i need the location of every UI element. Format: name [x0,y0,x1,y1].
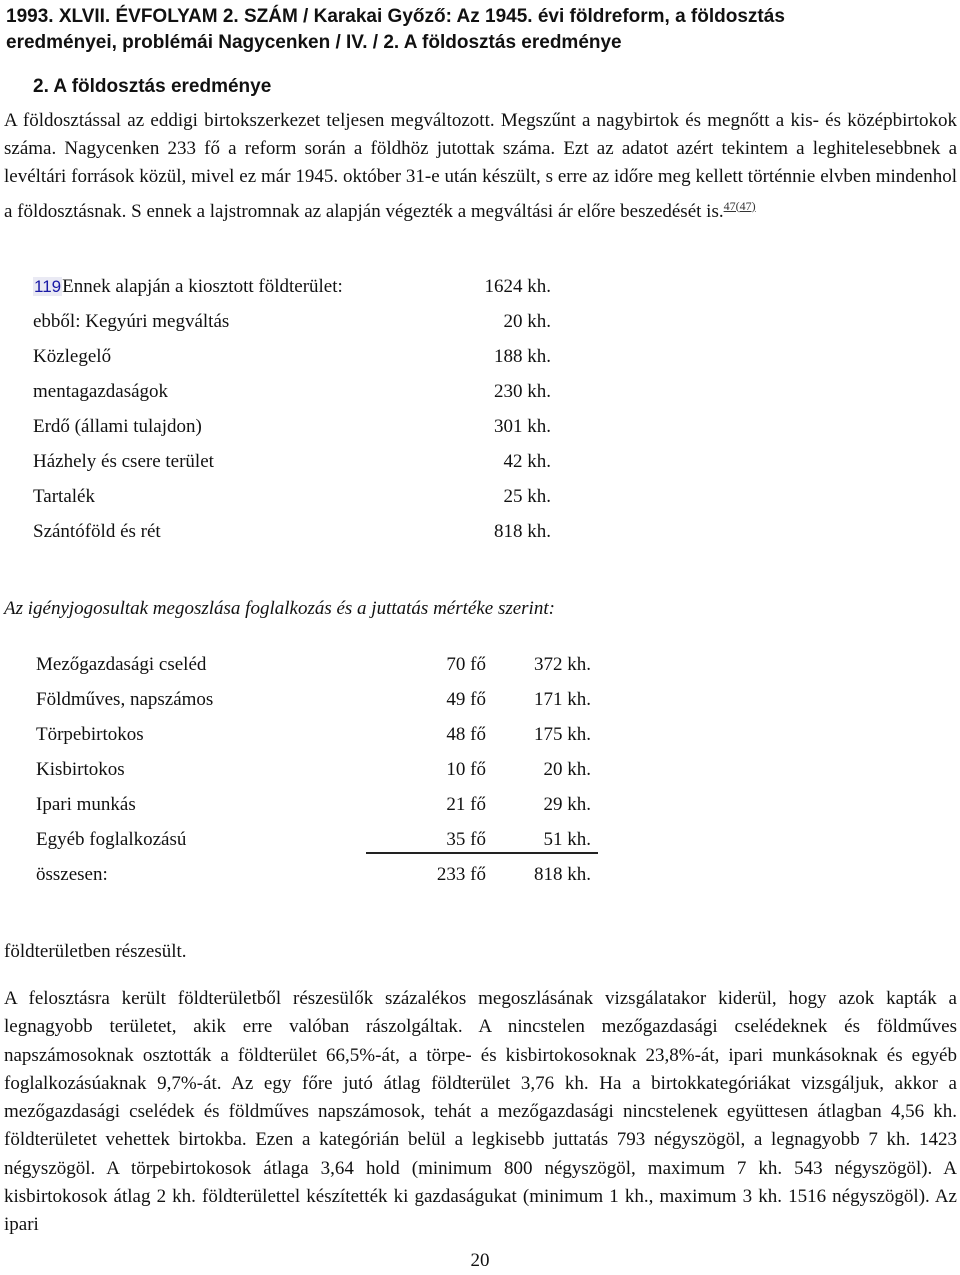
row-value: 20 kh. [543,759,591,780]
after-table-text: földterületben részesült. [4,941,187,962]
row-value: 301 kh. [494,416,551,437]
row-label: mentagazdaságok [33,381,169,402]
row-value: 175 kh. [534,724,591,745]
row-value: 51 kh. [543,829,591,850]
row-value: 25 kh. [503,486,551,507]
body-paragraph: A felosztásra került földterületből részesülők százalékos megoszlásának vizsgálatakor kiderül, hogy azok kapták a legnagyobb területet, akik erre valóban rászolgáltak. A nincstelen mezőgazdasági cselédeknek és földműves napszámosoknak osztották a földterület 66,5%-át, a törpe- és kisbirtokosoknak 23,8%-át, ipari munkásoknak és egyéb foglalkozásúaknak 9,7%-át. Az egy főre jutó átlag földterület 3,76 kh. Ha a birtokkategóriákat vizsgáljuk, akkor a mezőgazdasági cselédek és földműves napszámosok, tehát a mezőgazdasági nincstelenek együttesen átlagban 4,56 kh. földterületet vehettek birtokba. Ezen a kategórián belül a legkisebb juttatás 793 négyszögöl, a legnagyobb 7 kh. 1423 négyszögöl. A törpebirtokosok átlaga 3,64 hold (minimum 800 négyszögöl, maximum 7 kh. 543 négyszögöl). A kisbirtokosok átlag 2 kh. földterülettel készítették ki gazdaságukat (minimum 1 kh., maximum 3 kh. 1516 négyszögöl). Az ipari [4,988,957,1236]
row-label: Mezőgazdasági cseléd [36,654,207,675]
total-divider [366,852,598,854]
section-title: 2. A földosztás eredménye [33,76,272,97]
row-count: 233 fő [436,864,486,885]
row-value: 29 kh. [543,794,591,815]
row-label: Törpebirtokos [36,724,144,745]
page-number: 20 [470,1250,490,1271]
row-count: 35 fő [446,829,486,850]
row-label: Ipari munkás [36,794,136,815]
distribution-title: Az igényjogosultak megoszlása foglalkozás és a juttatás mértéke szerint: [4,598,555,619]
row-value: 20 kh. [503,311,551,332]
intro-text: A földosztással az eddigi birtokszerkezet teljesen megváltozott. Megszűnt a nagybirtok és megnőtt a kis- és középbirtokok száma. Nagycenken 233 fő a reform során a földhöz jutottak száma. Ezt az adatot azért tekintem a leghitelesebbnek a levéltári források közül, mivel ez már 1945. október 31-e után készült, s erre az időre meg kellett történnie elvben mindenhol a földosztásnak. S ennek a lajstromnak az alapján végezték a megváltási ár előre beszedését is. [4,110,957,222]
row-label: Közlegelő [33,346,112,367]
row-label: Tartalék [33,486,95,507]
row-value: 188 kh. [494,346,551,367]
row-label: összesen: [36,864,108,885]
row-label: Egyéb foglalkozású [36,829,187,850]
row-value: 818 kh. [534,864,591,885]
row-label: Földműves, napszámos [36,689,214,710]
row-label: Ennek alapján a kiosztott földterület: [62,276,343,297]
row-count: 48 fő [446,724,486,745]
row-value: 171 kh. [534,689,591,710]
header-line-1: 1993. XLVII. ÉVFOLYAM 2. SZÁM / Karakai Győző: Az 1945. évi földreform, a földosztás [6,6,785,27]
row-label: Kisbirtokos [36,759,125,780]
page-marker[interactable]: 119 [34,277,62,296]
header-line-2: eredményei, problémái Nagycenken / IV. / 2. A földosztás eredménye [6,32,622,53]
row-count: 10 fő [446,759,486,780]
row-value: 42 kh. [503,451,551,472]
row-label: Házhely és csere terület [33,451,214,472]
row-count: 21 fő [446,794,486,815]
row-count: 49 fő [446,689,486,710]
row-value: 230 kh. [494,381,551,402]
row-value: 372 kh. [534,654,591,675]
intro-paragraph [4,107,957,226]
footnote-link[interactable]: 47(47) [723,198,756,213]
row-count: 70 fő [446,654,486,675]
row-value: 1624 kh. [484,276,551,297]
row-label: Szántóföld és rét [33,521,161,542]
row-value: 818 kh. [494,521,551,542]
row-label: Erdő (állami tulajdon) [33,416,202,437]
document-header [6,4,956,56]
row-label: ebből: Kegyúri megváltás [33,311,230,332]
